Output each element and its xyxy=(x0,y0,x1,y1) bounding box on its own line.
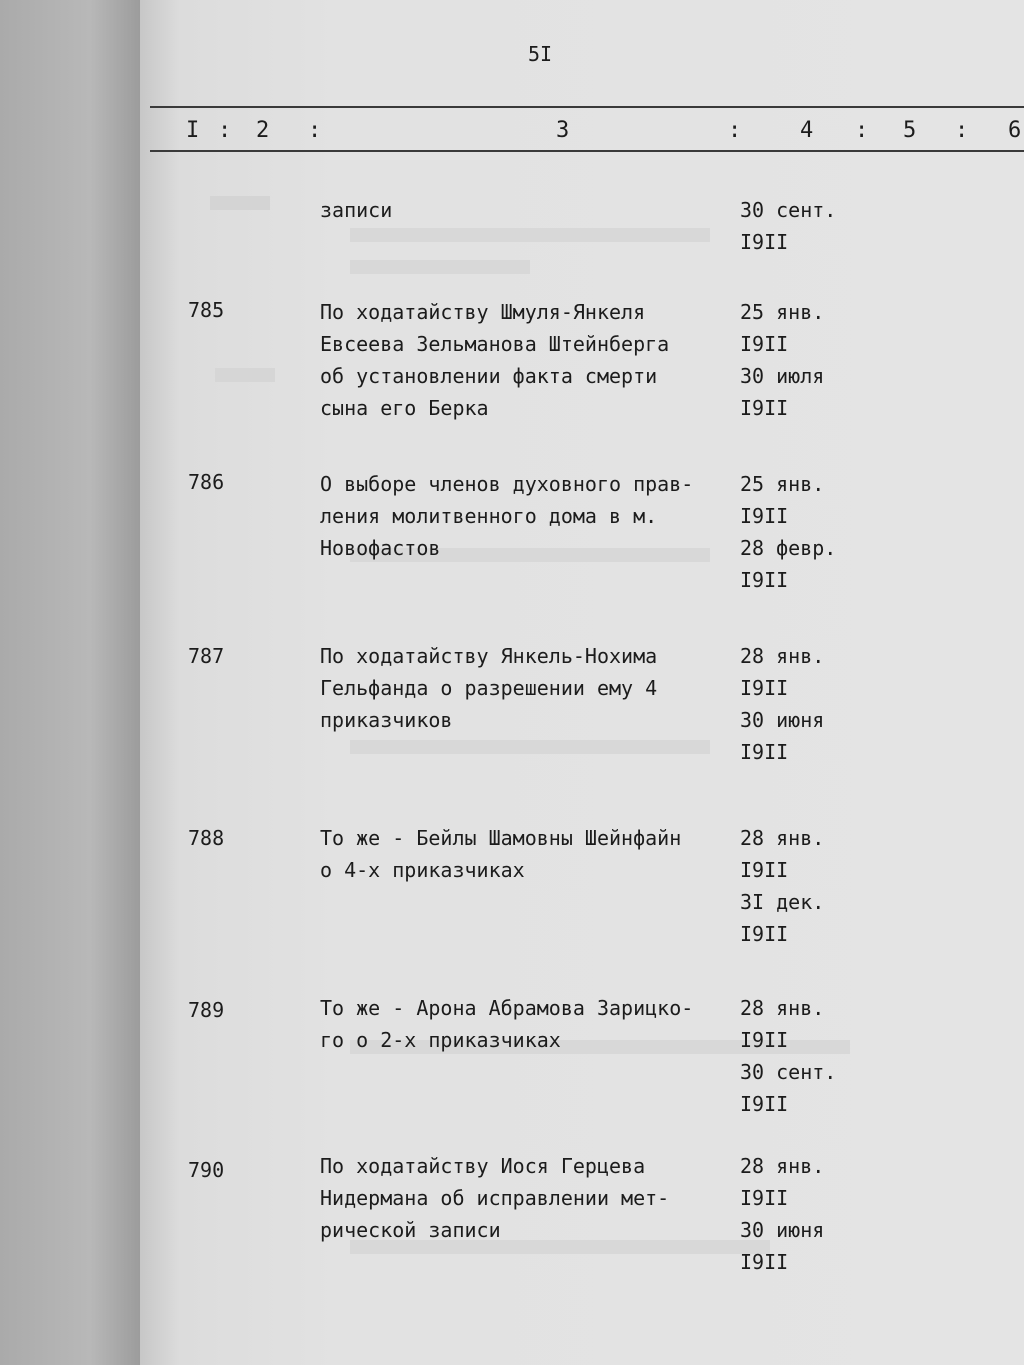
date-line: 25 янв. xyxy=(740,472,825,496)
description-line: ления молитвенного дома в м. xyxy=(320,504,658,528)
description-line: сына его Берка xyxy=(320,396,489,420)
date-line: 28 февр. xyxy=(740,536,837,560)
description-line: То же - Арона Абрамова Зарицко- xyxy=(320,996,694,1020)
page-number: 5I xyxy=(528,42,553,66)
date-line: I9II xyxy=(740,922,789,946)
column-header-4: 4 xyxy=(800,118,816,143)
header-top-rule xyxy=(150,106,1024,108)
description-line: об установлении факта смерти xyxy=(320,364,658,388)
date-line: I9II xyxy=(740,568,789,592)
description-line: о 4-х приказчиках xyxy=(320,858,525,882)
column-separator: : xyxy=(728,118,744,143)
column-separator: : xyxy=(955,118,971,143)
description-line: Гельфанда о разрешении ему 4 xyxy=(320,676,658,700)
description-line: По ходатайству Иося Герцева xyxy=(320,1154,646,1178)
column-header-1: I xyxy=(186,118,202,143)
date-line: 28 янв. xyxy=(740,826,825,850)
date-line: 3I дек. xyxy=(740,890,825,914)
date-line: I9II xyxy=(740,1186,789,1210)
date-line: I9II xyxy=(740,740,789,764)
date-line: 30 июля xyxy=(740,364,825,388)
date-line: 28 янв. xyxy=(740,1154,825,1178)
date-line: I9II xyxy=(740,332,789,356)
description-line: По ходатайству Шмуля-Янкеля xyxy=(320,300,646,324)
date-line: 28 янв. xyxy=(740,644,825,668)
entry-number: 788 xyxy=(188,826,225,850)
entry-number: 790 xyxy=(188,1158,225,1182)
column-header-2: 2 xyxy=(256,118,272,143)
description-line: Евсеева Зельманова Штейнберга xyxy=(320,332,670,356)
description-line: записи xyxy=(320,198,393,222)
description-line: То же - Бейлы Шамовны Шейнфайн xyxy=(320,826,682,850)
date-line: 30 сент. xyxy=(740,1060,837,1084)
entry-number: 787 xyxy=(188,644,225,668)
date-line: I9II xyxy=(740,1250,789,1274)
date-line: 25 янв. xyxy=(740,300,825,324)
date-line: I9II xyxy=(740,1092,789,1116)
previous-page-edge xyxy=(0,0,140,1365)
header-bottom-rule xyxy=(150,150,1024,152)
description-line: рической записи xyxy=(320,1218,501,1242)
column-separator: : xyxy=(855,118,871,143)
description-line: Новофастов xyxy=(320,536,441,560)
date-line: I9II xyxy=(740,230,789,254)
description-line: го о 2-х приказчиках xyxy=(320,1028,561,1052)
column-header-3: 3 xyxy=(556,118,572,143)
column-header-5: 5 xyxy=(903,118,919,143)
column-separator: : xyxy=(218,118,234,143)
entry-number: 785 xyxy=(188,298,225,322)
description-line: О выборе членов духовного прав- xyxy=(320,472,694,496)
description-line: приказчиков xyxy=(320,708,453,732)
date-line: 28 янв. xyxy=(740,996,825,1020)
description-line: Нидермана об исправлении мет- xyxy=(320,1186,670,1210)
column-header-6: 6 xyxy=(1008,118,1024,143)
column-separator: : xyxy=(308,118,324,143)
date-line: 30 сент. xyxy=(740,198,837,222)
date-line: I9II xyxy=(740,504,789,528)
date-line: I9II xyxy=(740,676,789,700)
date-line: I9II xyxy=(740,1028,789,1052)
date-line: I9II xyxy=(740,396,789,420)
date-line: 30 июня xyxy=(740,708,825,732)
entry-number: 789 xyxy=(188,998,225,1022)
entry-number: 786 xyxy=(188,470,225,494)
date-line: 30 июня xyxy=(740,1218,825,1242)
description-line: По ходатайству Янкель-Нохима xyxy=(320,644,658,668)
date-line: I9II xyxy=(740,858,789,882)
